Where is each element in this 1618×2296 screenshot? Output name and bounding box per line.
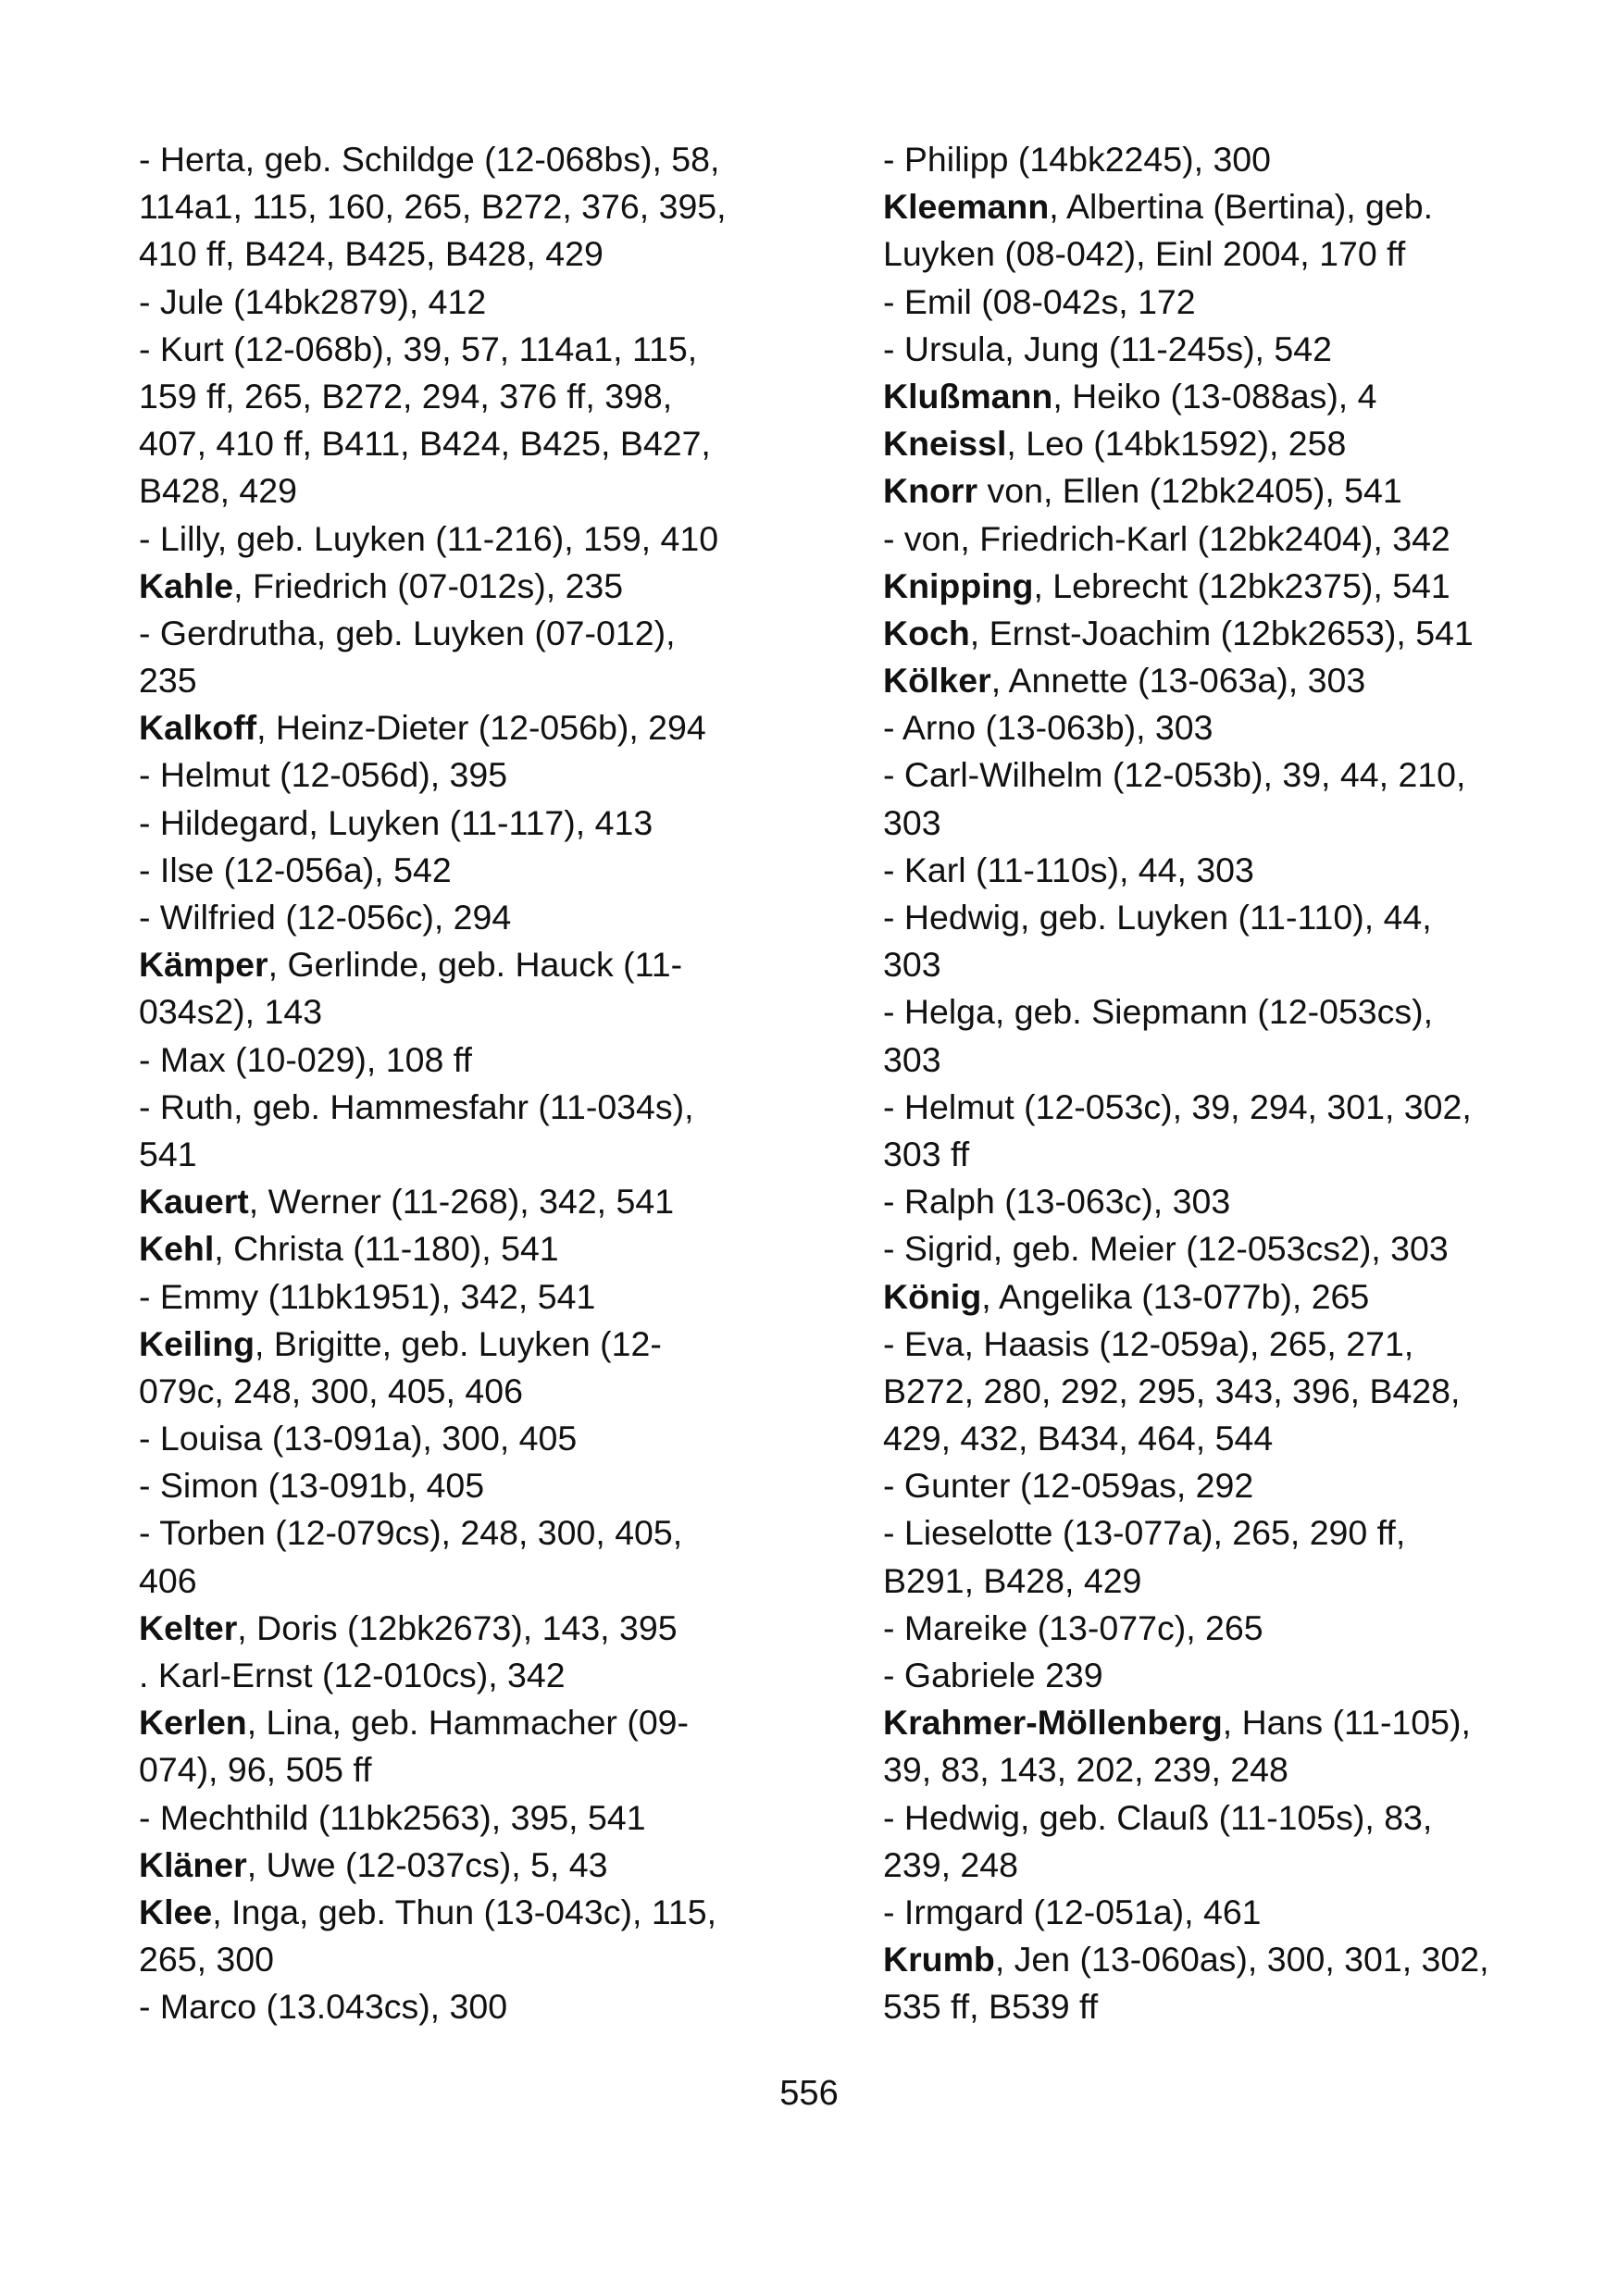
- index-entry-text: - Ralph (13-063c), 303: [883, 1182, 1231, 1222]
- index-entry-text: - Ruth, geb. Hammesfahr (11-034s),: [139, 1086, 694, 1126]
- index-entry-text: , Jen (13-060as), 300, 301, 302,: [994, 1940, 1489, 1980]
- index-entry-line: [883, 1842, 1531, 1889]
- index-entry-line: [139, 800, 787, 847]
- index-entry-line: [883, 1225, 1531, 1272]
- index-entry-text: B291, B428, 429: [883, 1560, 1142, 1600]
- index-entry-text: 541: [139, 1134, 197, 1173]
- index-entry-surname: Knorr: [883, 471, 978, 511]
- index-entry-text: , Heiko (13-088as), 4: [1052, 376, 1377, 416]
- index-entry-text: , Brigitte, geb. Luyken (12-: [255, 1323, 662, 1363]
- index-entry-text: , Christa (11-180), 541: [214, 1229, 559, 1269]
- index-entry-line: [139, 515, 787, 563]
- index-entry-line: [883, 1084, 1531, 1131]
- index-entry-line: [883, 847, 1531, 894]
- index-entry-text: - Hildegard, Luyken (11-117), 413: [139, 802, 653, 842]
- index-entry-line: [883, 800, 1531, 847]
- index-entry-line: [883, 1462, 1531, 1509]
- index-entry-surname: Kläner: [139, 1844, 247, 1884]
- index-entry-text: - Karl (11-110s), 44, 303: [883, 850, 1254, 889]
- index-entry-text: , Heinz-Dieter (12-056b), 294: [256, 708, 706, 748]
- index-entry-text: , Ernst-Joachim (12bk2653), 541: [969, 613, 1474, 652]
- index-entry-line: [883, 279, 1531, 326]
- index-entry-text: 079c, 248, 300, 405, 406: [139, 1371, 523, 1410]
- index-entry-line: [139, 1605, 787, 1652]
- index-entry-text: - Ursula, Jung (11-245s), 542: [883, 329, 1332, 368]
- index-entry-surname: König: [883, 1276, 982, 1316]
- index-entry-text: - Kurt (12-068b), 39, 57, 114a1, 115,: [139, 329, 698, 368]
- index-entry-text: , Gerlinde, geb. Hauck (11-: [268, 945, 683, 985]
- index-entry-text: 034s2), 143: [139, 992, 323, 1032]
- index-entry-text: - Hedwig, geb. Luyken (11-110), 44,: [883, 898, 1432, 937]
- index-entry-text: 303: [883, 945, 941, 985]
- index-entry-line: [139, 941, 787, 988]
- index-entry-text: , Doris (12bk2673), 143, 395: [237, 1607, 678, 1647]
- index-entry-text: - Mareike (13-077c), 265: [883, 1607, 1263, 1647]
- index-entry-line: [883, 1368, 1531, 1415]
- index-entry-line: [139, 230, 787, 278]
- index-entry-line: [883, 610, 1531, 657]
- index-entry-text: - Louisa (13-091a), 300, 405: [139, 1419, 578, 1458]
- index-entry-line: [139, 1131, 787, 1178]
- index-entry-text: - Gerdrutha, geb. Luyken (07-012),: [139, 613, 676, 652]
- index-entry-line: [139, 1699, 787, 1746]
- index-entry-surname: Kneissl: [883, 424, 1007, 464]
- index-entry-line: [139, 988, 787, 1036]
- index-entry-text: 235: [139, 661, 197, 701]
- index-entry-line: [139, 1368, 787, 1415]
- index-entry-text: 074), 96, 505 ff: [139, 1750, 372, 1790]
- index-entry-line: [139, 1415, 787, 1462]
- index-entry-text: , Lina, geb. Hammacher (09-: [246, 1703, 690, 1743]
- index-entry-line: [139, 1462, 787, 1509]
- index-entry-line: [139, 420, 787, 467]
- index-entry-text: , Lebrecht (12bk2375), 541: [1033, 565, 1450, 605]
- index-entry-surname: Kelter: [139, 1607, 238, 1647]
- index-entry-text: - Jule (14bk2879), 412: [139, 281, 487, 321]
- index-entry-text: 407, 410 ff, B411, B424, B425, B427,: [139, 424, 711, 464]
- index-entry-line: [139, 1321, 787, 1368]
- index-entry-text: - Helmut (12-056d), 395: [139, 755, 508, 795]
- index-entry-text: - von, Friedrich-Karl (12bk2404), 342: [883, 518, 1450, 558]
- index-entry-line: [139, 326, 787, 373]
- index-entry-line: [139, 1746, 787, 1793]
- index-entry-text: 429, 432, B434, 464, 544: [883, 1419, 1274, 1458]
- page-number: 556: [779, 2074, 839, 2113]
- index-entry-line: [139, 1558, 787, 1605]
- index-entry-text: - Arno (13-063b), 303: [883, 708, 1214, 748]
- index-entry-text: - Gunter (12-059as, 292: [883, 1466, 1254, 1506]
- index-entry-line: [139, 847, 787, 894]
- index-entry-text: 303: [883, 1039, 941, 1079]
- index-entry-surname: Krumb: [883, 1940, 995, 1980]
- index-entry-text: - Emmy (11bk1951), 342, 541: [139, 1276, 596, 1316]
- index-entry-line: [139, 657, 787, 704]
- index-entry-line: [883, 420, 1531, 467]
- index-entry-text: 265, 300: [139, 1940, 274, 1980]
- index-entry-line: [883, 1889, 1531, 1936]
- index-entry-line: [883, 1983, 1531, 2030]
- index-entry-text: , Hans (11-105),: [1222, 1703, 1471, 1743]
- index-entry-surname: Kehl: [139, 1229, 215, 1269]
- index-entry-text: , Annette (13-063a), 303: [990, 661, 1366, 701]
- index-entry-surname: Kahle: [139, 565, 234, 605]
- index-entry-text: , Uwe (12-037cs), 5, 43: [246, 1844, 608, 1884]
- index-entry-text: - Helmut (12-053c), 39, 294, 301, 302,: [883, 1086, 1472, 1126]
- index-entry-text: 535 ff, B539 ff: [883, 1987, 1099, 2027]
- index-entry-text: - Lieselotte (13-077a), 265, 290 ff,: [883, 1513, 1406, 1553]
- index-entry-text: 303 ff: [883, 1134, 970, 1173]
- index-entry-line: [139, 610, 787, 657]
- index-entry-text: - Helga, geb. Siepmann (12-053cs),: [883, 992, 1434, 1032]
- index-entry-line: [139, 1225, 787, 1272]
- index-entry-text: , Albertina (Bertina), geb.: [1049, 187, 1434, 227]
- index-entry-surname: Kerlen: [139, 1703, 247, 1743]
- index-entry-text: - Wilfried (12-056c), 294: [139, 898, 512, 937]
- index-entry-text: - Sigrid, geb. Meier (12-053cs2), 303: [883, 1229, 1449, 1269]
- index-entry-line: [883, 1558, 1531, 1605]
- index-entry-line: [883, 988, 1531, 1036]
- index-entry-text: - Hedwig, geb. Clauß (11-105s), 83,: [883, 1797, 1433, 1837]
- index-entry-line: [883, 515, 1531, 563]
- index-entry-text: 239, 248: [883, 1844, 1018, 1884]
- index-entry-text: - Philipp (14bk2245), 300: [883, 140, 1272, 179]
- index-entry-line: [883, 1936, 1531, 1983]
- index-entry-surname: Kämper: [139, 945, 268, 985]
- index-entry-line: [883, 1036, 1531, 1084]
- index-entry-text: - Carl-Wilhelm (12-053b), 39, 44, 210,: [883, 755, 1466, 795]
- index-entry-line: [883, 1605, 1531, 1652]
- index-entry-surname: Klußmann: [883, 376, 1053, 416]
- index-entry-surname: Knipping: [883, 565, 1034, 605]
- index-entry-text: 39, 83, 143, 202, 239, 248: [883, 1750, 1288, 1790]
- index-entry-line: [139, 183, 787, 230]
- index-entry-text: , Angelika (13-077b), 265: [981, 1276, 1370, 1316]
- index-entry-line: [883, 1131, 1531, 1178]
- index-entry-line: [883, 563, 1531, 610]
- index-entry-text: B428, 429: [139, 471, 297, 511]
- index-entry-text: - Lilly, geb. Luyken (11-216), 159, 410: [139, 518, 719, 558]
- index-entry-text: - Torben (12-079cs), 248, 300, 405,: [139, 1513, 683, 1553]
- index-entry-line: [139, 704, 787, 751]
- index-entry-line: [139, 1273, 787, 1321]
- index-entry-line: [883, 751, 1531, 799]
- index-entry-line: [883, 1746, 1531, 1793]
- index-entry-text: - Gabriele 239: [883, 1656, 1103, 1694]
- index-entry-line: [883, 230, 1531, 278]
- index-entry-line: [883, 326, 1531, 373]
- index-column-left: [139, 136, 787, 2031]
- index-entry-text: Luyken (08-042), Einl 2004, 170 ff: [883, 234, 1406, 274]
- index-entry-text: 303: [883, 802, 941, 842]
- index-entry-text: 410 ff, B424, B425, B428, 429: [139, 234, 604, 274]
- index-entry-line: [883, 1794, 1531, 1842]
- index-entry-surname: Kalkoff: [139, 708, 257, 748]
- index-entry-text: von, Ellen (12bk2405), 541: [977, 471, 1402, 511]
- index-entry-line: [883, 1273, 1531, 1321]
- index-entry-line: [883, 1178, 1531, 1225]
- index-entry-text: - Marco (13.043cs), 300: [139, 1987, 508, 2027]
- index-entry-line: [139, 1652, 787, 1699]
- index-entry-line: [139, 563, 787, 610]
- index-entry-line: [139, 1178, 787, 1225]
- index-entry-surname: Kleemann: [883, 187, 1050, 227]
- index-entry-line: [139, 751, 787, 799]
- index-entry-text: - Ilse (12-056a), 542: [139, 850, 452, 889]
- index-entry-line: [883, 1509, 1531, 1557]
- index-entry-line: [139, 1889, 787, 1936]
- index-entry-line: [139, 1983, 787, 2030]
- index-entry-line: [883, 704, 1531, 751]
- index-entry-line: [139, 1509, 787, 1557]
- index-entry-text: B272, 280, 292, 295, 343, 396, B428,: [883, 1371, 1461, 1410]
- index-entry-line: [883, 894, 1531, 941]
- index-entry-surname: Kölker: [883, 661, 991, 701]
- index-entry-text: , Inga, geb. Thun (13-043c), 115,: [212, 1892, 717, 1931]
- index-entry-text: - Mechthild (11bk2563), 395, 541: [139, 1797, 646, 1837]
- index-entry-line: [139, 1036, 787, 1084]
- index-entry-line: [883, 373, 1531, 420]
- index-entry-line: [883, 467, 1531, 515]
- index-entry-line: [139, 1842, 787, 1889]
- index-entry-text: 114a1, 115, 160, 265, B272, 376, 395,: [139, 187, 727, 227]
- index-entry-text: - Emil (08-042s, 172: [883, 281, 1196, 321]
- index-entry-line: [883, 183, 1531, 230]
- index-entry-text: - Herta, geb. Schildge (12-068bs), 58,: [139, 140, 720, 179]
- index-entry-surname: Klee: [139, 1892, 213, 1931]
- index-entry-line: [883, 941, 1531, 988]
- index-entry-text: , Friedrich (07-012s), 235: [233, 565, 624, 605]
- index-entry-line: [139, 894, 787, 941]
- index-entry-line: [139, 1084, 787, 1131]
- index-entry-line: [139, 467, 787, 515]
- index-entry-surname: Krahmer-Möllenberg: [883, 1703, 1223, 1743]
- index-entry-text: 406: [139, 1560, 197, 1600]
- index-entry-line: [139, 136, 787, 183]
- index-entry-surname: Kauert: [139, 1182, 249, 1222]
- index-entry-line: [139, 1794, 787, 1842]
- index-entry-text: , Leo (14bk1592), 258: [1006, 424, 1347, 464]
- index-entry-line: [883, 1321, 1531, 1368]
- index-entry-text: , Werner (11-268), 342, 541: [248, 1182, 675, 1222]
- index-entry-line: [139, 373, 787, 420]
- index-entry-surname: Koch: [883, 613, 970, 652]
- index-entry-text: - Eva, Haasis (12-059a), 265, 271,: [883, 1323, 1414, 1363]
- index-entry-text: - Max (10-029), 108 ff: [139, 1039, 472, 1079]
- index-entry-line: [139, 1936, 787, 1983]
- index-entry-text: 159 ff, 265, B272, 294, 376 ff, 398,: [139, 376, 673, 416]
- index-entry-line: [883, 1699, 1531, 1746]
- index-entry-line: [883, 1652, 1531, 1699]
- index-entry-line: [883, 657, 1531, 704]
- index-entry-surname: Keiling: [139, 1323, 255, 1363]
- index-entry-line: [883, 136, 1531, 183]
- index-entry-line: [883, 1415, 1531, 1462]
- index-entry-text: . Karl-Ernst (12-010cs), 342: [139, 1656, 566, 1694]
- index-entry-line: [139, 279, 787, 326]
- index-column-right: [883, 136, 1531, 2031]
- index-entry-text: - Simon (13-091b, 405: [139, 1466, 485, 1506]
- index-entry-text: - Irmgard (12-051a), 461: [883, 1892, 1262, 1931]
